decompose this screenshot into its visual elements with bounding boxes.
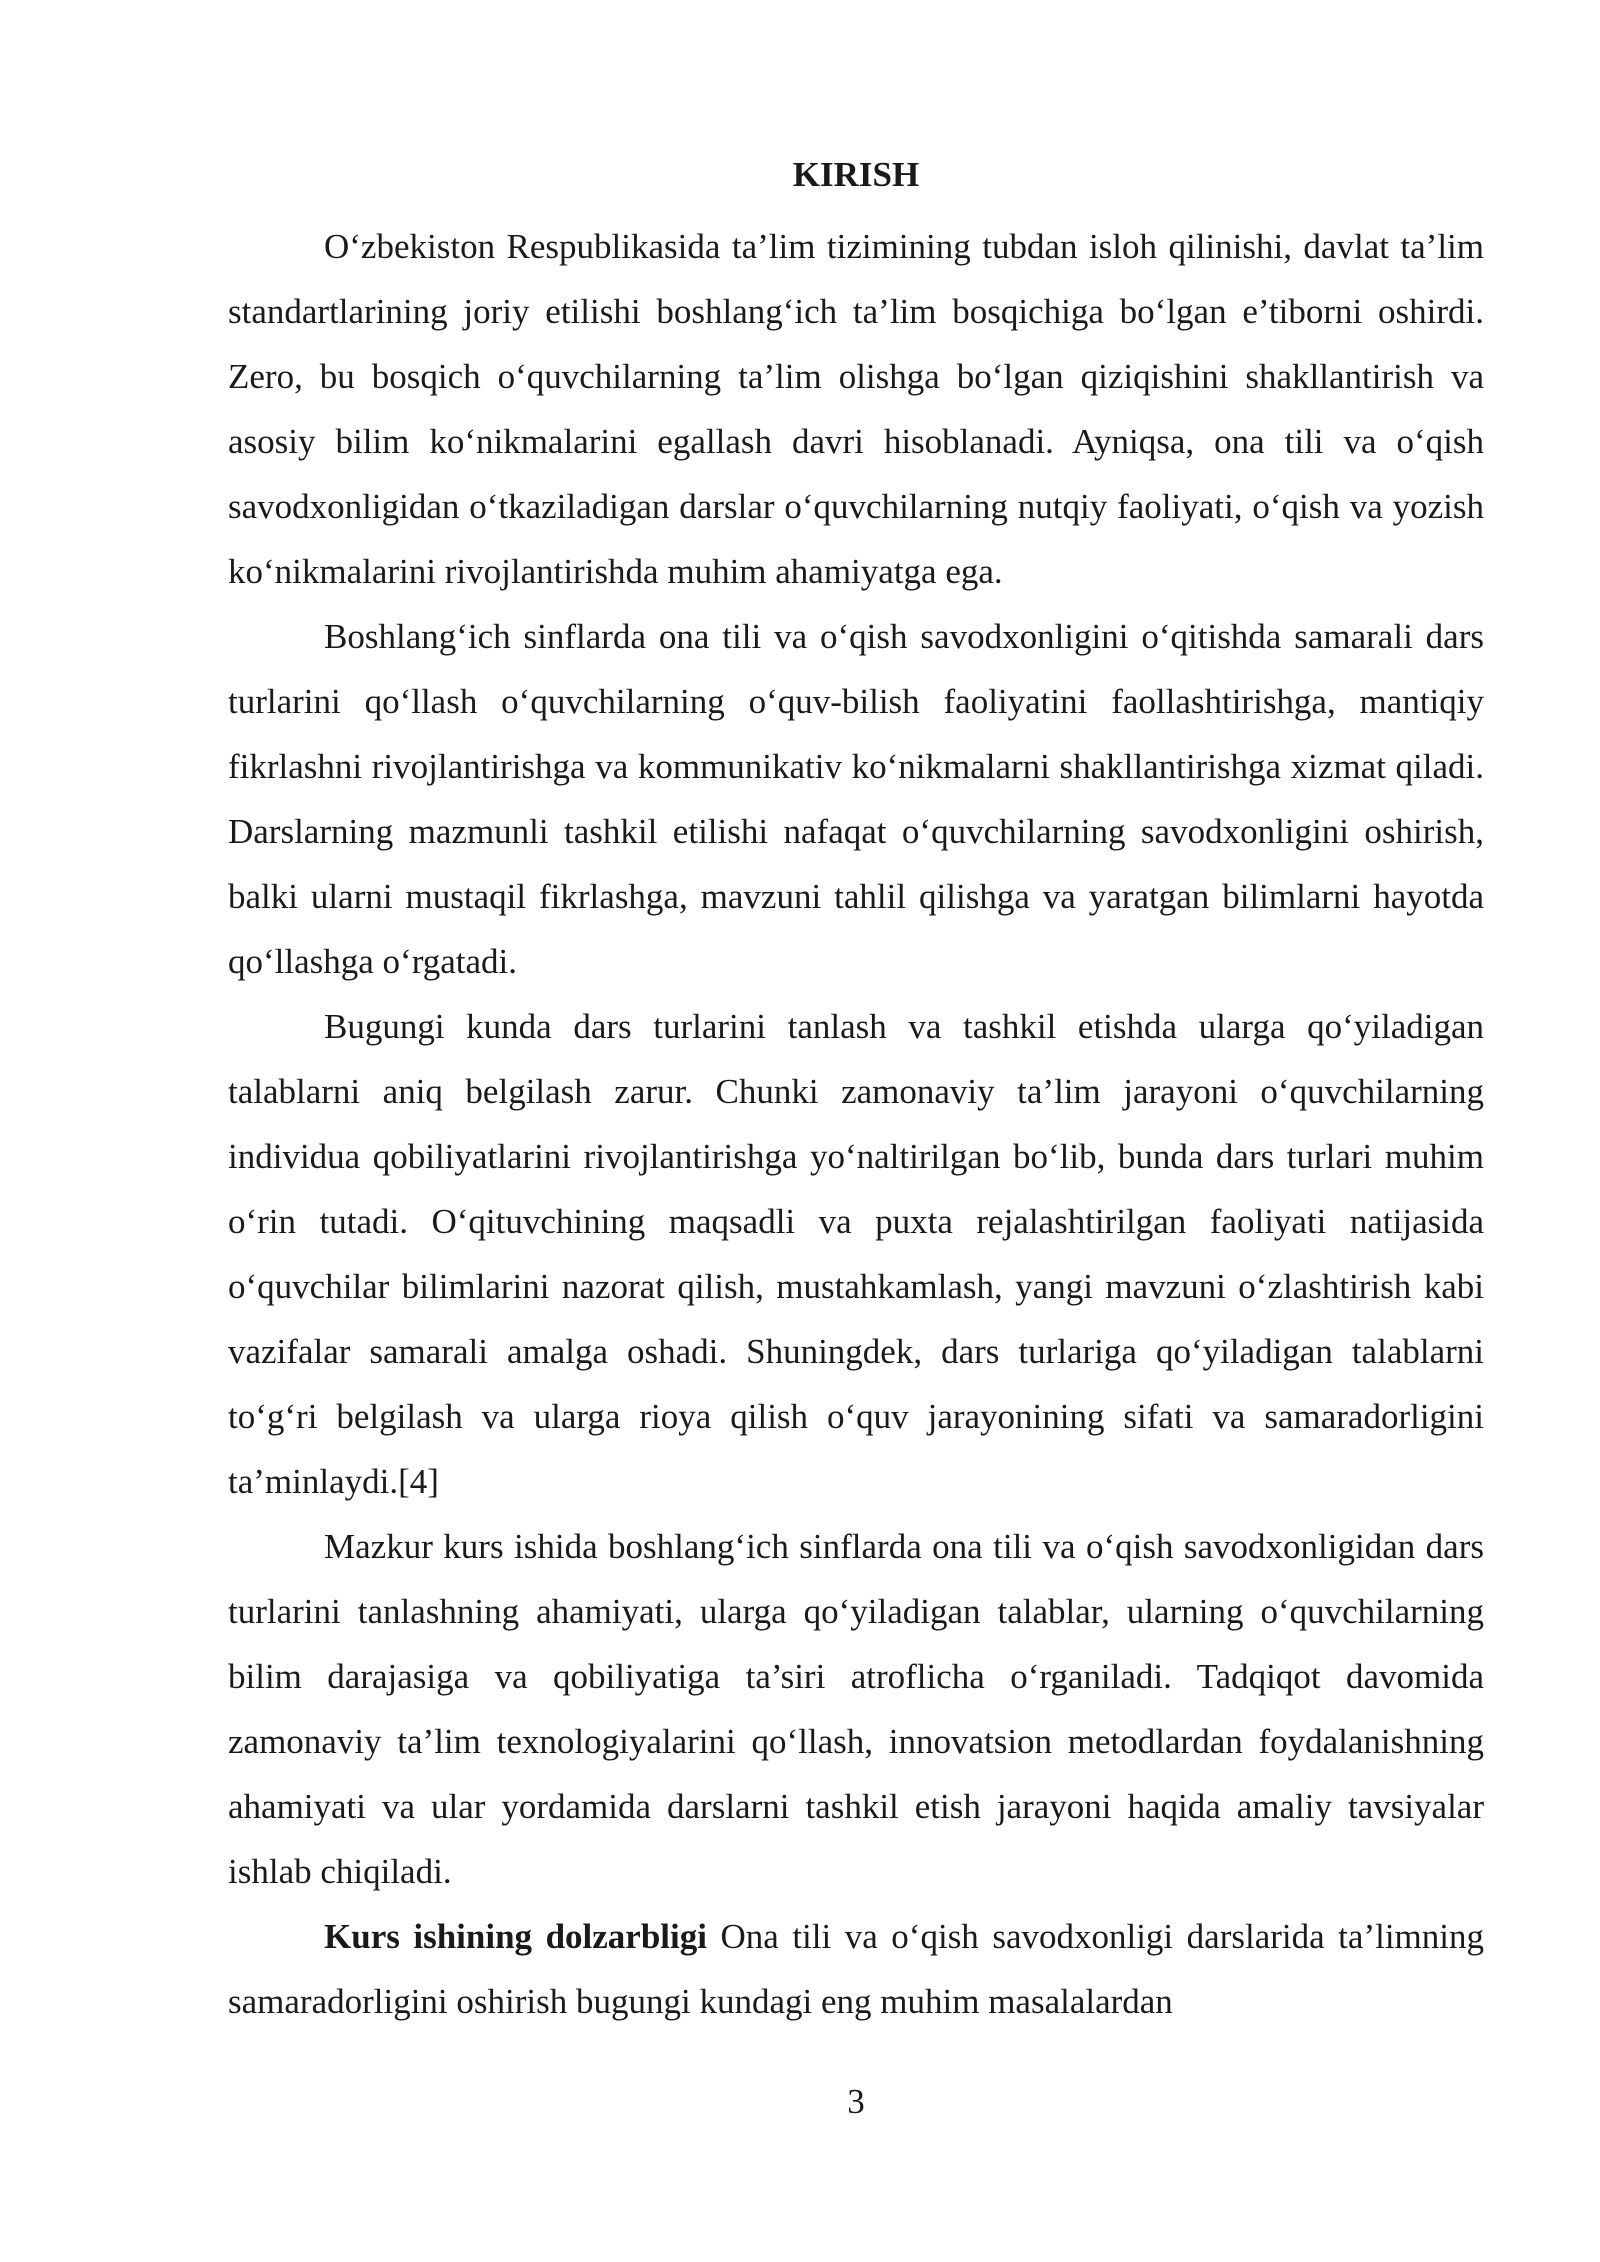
paragraph-2: Boshlang‘ich sinflarda ona tili va o‘qish savodxonligini o‘qitishda samarali dars turlarini qo‘llash o‘quvchilarning o‘quv-bilish faoliyatini faollashtirishga, mantiqiy fikrlashni rivojlantirishga va kommunikativ ko‘nikmalarni shakllantirishga xizmat qiladi. Darslarning mazmunli tashkil etilishi nafaqat o‘quvchilarning savodxonligini oshirish, balki ularni mustaqil fikrlashga, mavzuni tahlil qilishga va yaratgan bilimlarni hayotda qo‘llashga o‘rgatadi. [228, 617, 1484, 981]
paragraph-3: Bugungi kunda dars turlarini tanlash va tashkil etishda ularga qo‘yiladigan talablarni aniq belgilash zarur. Chunki zamonaviy ta’lim jarayoni o‘quvchilarning individua qobiliyatlarini rivojlantirishga yo‘naltirilgan bo‘lib, bunda dars turlari muhim o‘rin tutadi. O‘qituvchining maqsadli va puxta rejalashtirilgan faoliyati natijasida o‘quvchilar bilimlarini nazorat qilish, mustahkamlash, yangi mavzuni o‘zlashtirish kabi vazifalar samarali amalga oshadi. Shuningdek, dars turlariga qo‘yiladigan talablarni to‘g‘ri belgilash va ularga rioya qilish o‘quv jarayonining sifati va samaradorligini ta’minlaydi.[4] [228, 1007, 1484, 1501]
paragraph-4: Mazkur kurs ishida boshlang‘ich sinflarda ona tili va o‘qish savodxonligidan dars turlarini tanlashning ahamiyati, ularga qo‘yiladigan talablar, ularning o‘quvchilarning bilim darajasiga va qobiliyatiga ta’siri atroflicha o‘rganiladi. Tadqiqot davomida zamonaviy ta’lim texnologiyalarini qo‘llash, innovatsion metodlardan foydalanishning ahamiyati va ular yordamida darslarni tashkil etish jarayoni haqida amaliy tavsiyalar ishlab chiqiladi. [228, 1527, 1484, 1891]
page-content [228, 150, 1484, 2034]
paragraph-5-bold-lead: Kurs ishining dolzarbligi [324, 1917, 707, 1956]
section-title: KIRISH [792, 155, 920, 194]
page-number: 3 [847, 2082, 865, 2121]
paragraph-5 [228, 1904, 1484, 2034]
paragraph-1: O‘zbekiston Respublikasida ta’lim tizimining tubdan isloh qilinishi, davlat ta’lim standartlarining joriy etilishi boshlang‘ich ta’lim bosqichiga bo‘lgan e’tiborni oshirdi. Zero, bu bosqich o‘quvchilarning ta’lim olishga bo‘lgan qiziqishini shakllantirish va asosiy bilim ko‘nikmalarini egallash davri hisoblanadi. Ayniqsa, ona tili va o‘qish savodxonligidan o‘tkaziladigan darslar o‘quvchilarning nutqiy faoliyati, o‘qish va yozish ko‘nikmalarini rivojlantirishda muhim ahamiyatga ega. [228, 227, 1484, 591]
paragraph-5-text: Ona tili va o‘qish savodxonligi darslarida ta’limning samaradorligini oshirish bugungi kundagi eng muhim masalalardan [228, 1917, 1484, 2021]
